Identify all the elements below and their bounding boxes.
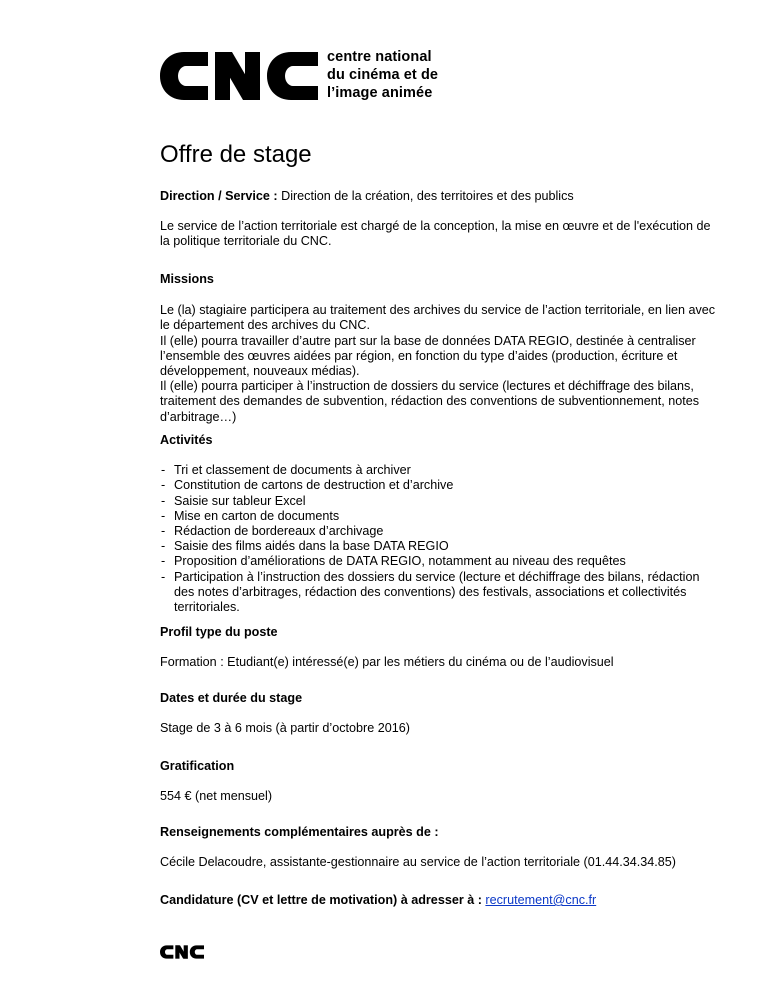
direction-section	[160, 189, 720, 204]
list-item: - Tri et classement de documents à archiver	[160, 463, 720, 478]
gratification-text: 554 € (net mensuel)	[160, 789, 273, 804]
page-title: Offre de stage	[160, 141, 312, 168]
renseignements-text: Cécile Delacoudre, assistante-gestionnaire au service de l’action territoriale (01.44.34.34.85)	[160, 855, 676, 870]
missions-section	[160, 272, 720, 425]
activites-list	[160, 463, 720, 615]
list-item: - Saisie sur tableur Excel	[160, 494, 720, 509]
activites-section	[160, 433, 720, 615]
candidature-label: Candidature (CV et lettre de motivation) à adresser à :	[160, 893, 482, 907]
gratification-heading: Gratification	[160, 759, 235, 773]
logo-line: l’image animée	[327, 85, 433, 101]
gratification-section	[160, 759, 720, 804]
profil-section	[160, 625, 720, 670]
dates-text: Stage de 3 à 6 mois (à partir d’octobre 2016)	[160, 721, 410, 736]
direction-label: Direction / Service :	[160, 189, 278, 203]
cnc-logo-mark-icon	[160, 52, 318, 100]
list-item: - Participation à l’instruction des dossiers du service (lecture et déchiffrage des bilans, rédaction des notes d’arbitrages, rédaction des conventions) des festivals, associations et collectivités territoriales.	[160, 570, 720, 616]
direction-line	[160, 189, 720, 204]
renseignements-heading: Renseignements complémentaires auprès de :	[160, 825, 439, 839]
renseignements-section	[160, 825, 720, 870]
cnc-logo	[160, 46, 450, 106]
list-item: - Mise en carton de documents	[160, 509, 720, 524]
intro-text: Le service de l’action territoriale est chargé de la conception, la mise en œuvre et de l'exécution de la politique territoriale du CNC.	[160, 219, 711, 249]
list-item: - Proposition d’améliorations de DATA REGIO, notamment au niveau des requêtes	[160, 554, 720, 569]
list-item: - Rédaction de bordereaux d’archivage	[160, 524, 720, 539]
missions-paragraph: Il (elle) pourra travailler d’autre part sur la base de données DATA REGIO, destinée à centraliser l’ensemble des œuvres aidées par région, en fonction du type d’aides (production, écriture et développement, nouveaux médias).	[160, 333, 696, 379]
logo-wordmark	[327, 48, 438, 102]
profil-heading: Profil type du poste	[160, 625, 278, 639]
list-item: - Saisie des films aidés dans la base DATA REGIO	[160, 539, 720, 554]
direction-value: Direction de la création, des territoires et des publics	[281, 189, 574, 203]
candidature-email-link[interactable]: recrutement@cnc.fr	[485, 893, 597, 907]
dates-section	[160, 691, 720, 736]
candidature-section	[160, 893, 720, 908]
missions-paragraph: Il (elle) pourra participer à l’instruction de dossiers du service (lectures et déchiffrage des bilans, traitement des demandes de subvention, rédaction des conventions de subventionnement, notes d’arbitrage…)	[160, 379, 700, 424]
logo-line: centre national	[327, 49, 432, 65]
logo-line: du cinéma et de	[327, 67, 439, 83]
activites-heading: Activités	[160, 433, 213, 447]
intro-section	[160, 219, 720, 249]
candidature-line	[160, 893, 720, 908]
missions-paragraph: Le (la) stagiaire participera au traitement des archives du service de l’action territoriale, en lien avec le département des archives du CNC.	[160, 303, 716, 333]
cnc-footer-logo-icon	[160, 945, 204, 959]
list-item: - Constitution de cartons de destruction et d’archive	[160, 478, 720, 493]
dates-heading: Dates et durée du stage	[160, 691, 303, 705]
missions-heading: Missions	[160, 272, 214, 286]
profil-text: Formation : Etudiant(e) intéressé(e) par les métiers du cinéma ou de l’audiovisuel	[160, 655, 614, 670]
